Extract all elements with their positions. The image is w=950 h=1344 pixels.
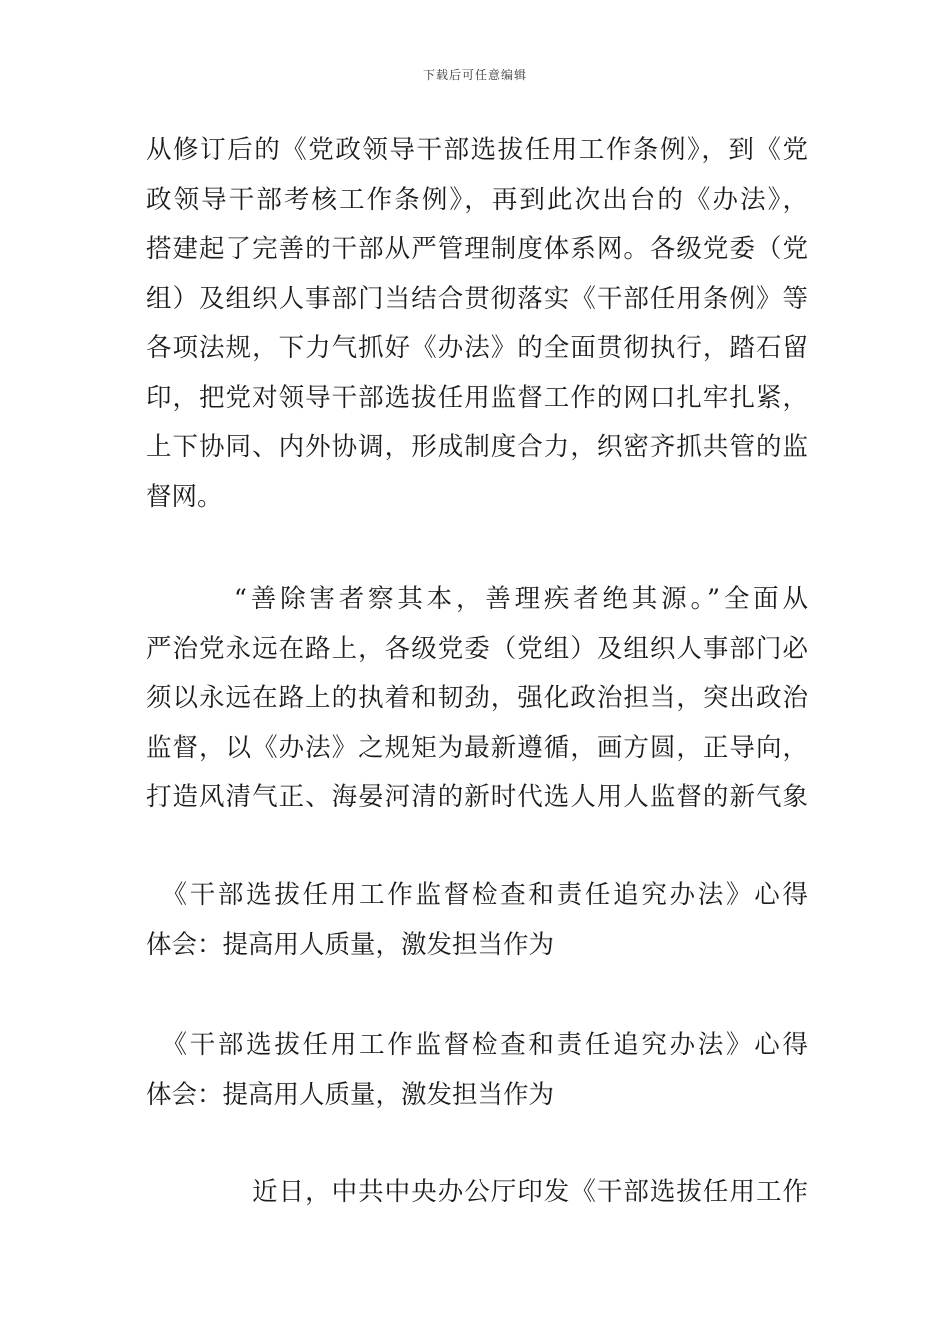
text-line: 搭建起了完善的干部从严管理制度体系网。各级党委（党 (146, 234, 808, 264)
text-line: 组）及组织人事部门当结合贯彻落实《干部任用条例》等 (146, 283, 808, 314)
text-line: 印，把党对领导干部选拔任用监督工作的网口扎牢扎紧， (146, 382, 808, 413)
text-line: 监督，以《办法》之规矩为最新遵循，画方圆，正导向， (146, 732, 808, 763)
text-line: 严治党永远在路上，各级党委（党组）及组织人事部门必 (146, 633, 808, 664)
text-line: 须以永远在路上的执着和韧劲，强化政治担当，突出政治 (146, 683, 808, 713)
text-line: 《干部选拔任用工作监督检查和责任追究办法》心得 (146, 1030, 808, 1060)
text-line: 各项法规，下力气抓好《办法》的全面贯彻执行，踏石留 (146, 333, 808, 363)
paragraph-4-heading (146, 1021, 808, 1120)
text-line: 从修订后的《党政领导干部选拔任用工作条例》，到《党 (146, 135, 808, 165)
text-line: “善除害者察其本，善理疾者绝其源。”全面从 (146, 584, 808, 614)
text-line: 体会：提高用人质量，激发担当作为 (146, 1079, 555, 1110)
paragraph-1 (146, 126, 808, 522)
text-line: 近日，中共中央办公厅印发《干部选拔任用工作 (146, 1177, 808, 1207)
paragraph-2 (146, 575, 808, 823)
text-line: 上下协同、内外协调，形成制度合力，织密齐抓共管的监 (146, 432, 808, 462)
text-line: 体会：提高用人质量，激发担当作为 (146, 929, 555, 960)
text-line: 打造风清气正、海晏河清的新时代选人用人监督的新气象 (146, 782, 808, 812)
text-line: 政领导干部考核工作条例》，再到此次出台的《办法》， (146, 184, 808, 215)
paragraph-5 (146, 1168, 808, 1218)
page-header: 下载后可任意编辑 (422, 68, 527, 82)
text-line: 督网。 (146, 481, 223, 512)
paragraph-3-heading (146, 871, 808, 970)
text-line: 《干部选拔任用工作监督检查和责任追究办法》心得 (146, 880, 808, 910)
